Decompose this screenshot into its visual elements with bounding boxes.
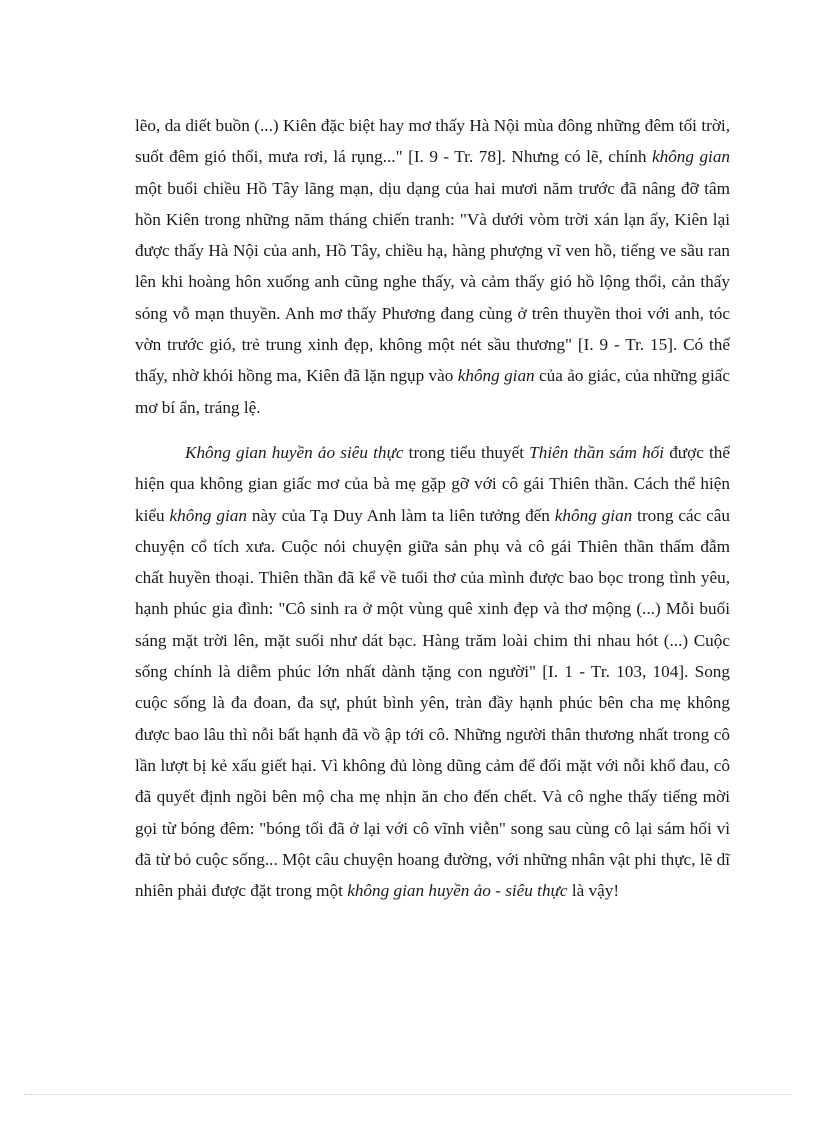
italic-run: không gian: [457, 366, 535, 386]
italic-run: Không gian huyền ảo siêu thực: [185, 442, 404, 462]
text-run: của ảo giác, của những giấc mơ bí ẩn, tráng lệ.: [135, 366, 730, 417]
text-run: một buổi chiều Hồ Tây lãng mạn, dịu dạng của hai mươi năm trước đã nâng đỡ tâm hồn Kiên trong những năm tháng chiến tranh: "Và dưới vòm trời xán lạn ấy, Kiên lại được thấy Hà Nội của anh, Hồ Tây, chiều hạ, hàng phượng vĩ ven hồ, tiếng ve sầu ran lên khi hoàng hôn xuống anh cũng nghe thấy, và cảm thấy gió hồ lộng thổi, cản thấy sóng vỗ mạn thuyền. Anh mơ thấy Phương đang cùng ở trên thuyền thoi với anh, tóc vờn trước gió, trẻ trung xinh đẹp, không một nét sầu thương" [I. 9 - Tr. 15]. Có thể thấy, nhờ khói hồng ma, Kiên đã lặn ngụp vào: [135, 178, 730, 386]
italic-run: không gian: [554, 505, 633, 525]
text-run: trong các câu chuyện cổ tích xưa. Cuộc nói chuyện giữa sản phụ và cô gái Thiên thần thấm đẫm chất huyền thoại. Thiên thần đã kể về tuổi thơ của mình được bao bọc trong tình yêu, hạnh phúc gia đình: "Cô sinh ra ở một vùng quê xinh đẹp và thơ mộng (...) Mỗi buổi sáng mặt trời lên, mặt suối như dát bạc. Hàng trăm loài chim thi nhau hót (...) Cuộc sống chính là diễm phúc lớn nhất dành tặng con người" [I. 1 - Tr. 103, 104]. Song cuộc sống là đa đoan, đa sự, phút bình yên, tràn đầy hạnh phúc bên cha mẹ không được bao lâu thì nỗi bất hạnh đã vồ ập tới cô. Những người thân thương nhất trong cô lần lượt bị kẻ xấu giết hại. Vì không đủ lòng dũng cảm để đối mặt với nỗi khổ đau, cô đã quyết định ngồi bên mộ cha mẹ nhịn ăn cho đến chết. Và cô nghe thấy tiếng mời gọi từ bóng đêm: "bóng tối đã ở lại với cô vĩnh viễn" song sau cùng cô lại sám hối vì đã từ bỏ cuộc sống... Một câu chuyện hoang đường, với những nhân vật phi thực, lẽ dĩ nhiên phải được đặt trong một: [135, 505, 730, 901]
italic-run: không gian: [169, 505, 247, 525]
italic-run: không gian huyền ảo - siêu thực: [347, 881, 568, 901]
italic-run: không gian: [651, 147, 731, 167]
text-run: được thể hiện qua không gian giấc mơ của bà mẹ gặp gỡ với cô gái Thiên thần. Cách thể hiện kiểu: [135, 442, 730, 525]
paragraph-2: [135, 437, 730, 906]
text-run: trong tiểu thuyết: [403, 442, 530, 462]
italic-run: Thiên thần sám hối: [529, 442, 665, 462]
footer-divider: [24, 1094, 792, 1095]
text-run: này của Tạ Duy Anh làm ta liên tưởng đến: [246, 505, 555, 525]
body-text: [135, 110, 730, 906]
paragraph-1: [135, 110, 730, 423]
text-run: lẽo, da diết buồn (...) Kiên đặc biệt hay mơ thấy Hà Nội mùa đông những đêm tối trời, suốt đêm gió thổi, mưa rơi, lá rụng..." [I. 9 - Tr. 78]. Nhưng có lẽ, chính: [135, 116, 730, 167]
text-run: là vậy!: [567, 881, 620, 901]
